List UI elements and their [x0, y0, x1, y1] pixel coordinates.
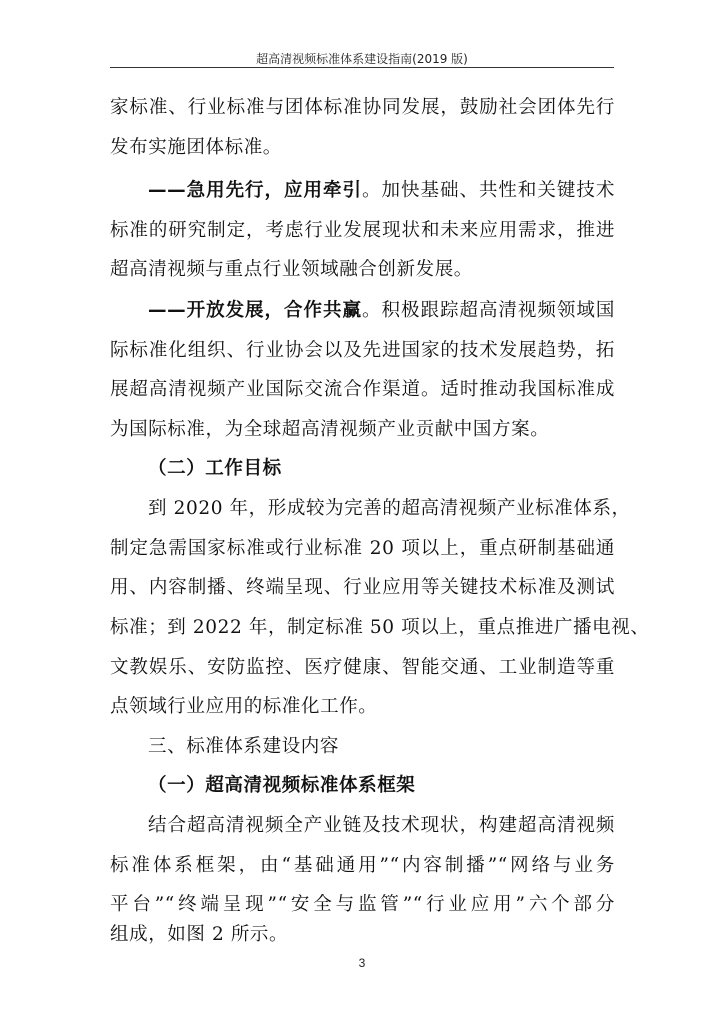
- paragraph-line: 平台”“终端呈现”“安全与监管”“行业应用”六个部分: [110, 894, 615, 915]
- paragraph-line: 发布实施团体标准。: [110, 137, 282, 158]
- paragraph-line: 标准体系框架，由“基础通用”“内容制播”“网络与业务: [110, 855, 615, 876]
- paragraph-line: 点领域行业应用的标准化工作。: [110, 696, 378, 717]
- paragraph-line: 组成，如图 2 所示。: [110, 924, 289, 945]
- paragraph-line: 用、内容制播、终端呈现、行业应用等关键技术标准及测试: [110, 577, 615, 598]
- paragraph-line: 标准；到 2022 年，制定标准 50 项以上，重点推进广播电视、: [110, 617, 650, 638]
- principle-heading: ——开放发展，合作共赢: [148, 300, 362, 321]
- paragraph-line: [148, 179, 615, 203]
- page-number: 3: [358, 956, 366, 970]
- paragraph-line: 结合超高清视频全产业链及技术现状，构建超高清视频: [148, 815, 615, 836]
- paragraph-line: 家标准、行业标准与团体标准协同发展，鼓励社会团体先行: [110, 97, 615, 118]
- paragraph-line: 到 2020 年，形成较为完善的超高清视频产业标准体系，: [148, 498, 631, 519]
- paragraph-line: 制定急需国家标准或行业标准 20 项以上，重点研制基础通: [110, 538, 615, 559]
- paragraph-line: [148, 299, 615, 323]
- section-heading-framework: （一）超高清视频标准体系框架: [148, 775, 416, 796]
- paragraph-text: 。加快基础、共性和关键技术: [362, 180, 615, 201]
- paragraph-line: 超高清视频与重点行业领域融合创新发展。: [110, 259, 473, 280]
- running-header: 超高清视频标准体系建设指南(2019 版): [256, 52, 468, 66]
- paragraph-line: 展超高清视频产业国际交流合作渠道。适时推动我国标准成: [110, 379, 615, 400]
- header-divider: [110, 67, 614, 68]
- paragraph-line: 为国际标准，为全球超高清视频产业贡献中国方案。: [110, 419, 550, 440]
- section-heading-work-goal: （二）工作目标: [148, 458, 282, 479]
- paragraph-line: 文教娱乐、安防监控、医疗健康、智能交通、工业制造等重: [110, 657, 615, 678]
- principle-heading: ——急用先行，应用牵引: [148, 180, 362, 201]
- chapter-heading: 三、标准体系建设内容: [148, 736, 340, 757]
- paragraph-line: 标准的研究制定，考虑行业发展现状和未来应用需求，推进: [110, 220, 615, 241]
- paragraph-line: 际标准化组织、行业协会以及先进国家的技术发展趋势，拓: [110, 340, 615, 361]
- paragraph-text: 。积极跟踪超高清视频领域国: [362, 300, 615, 321]
